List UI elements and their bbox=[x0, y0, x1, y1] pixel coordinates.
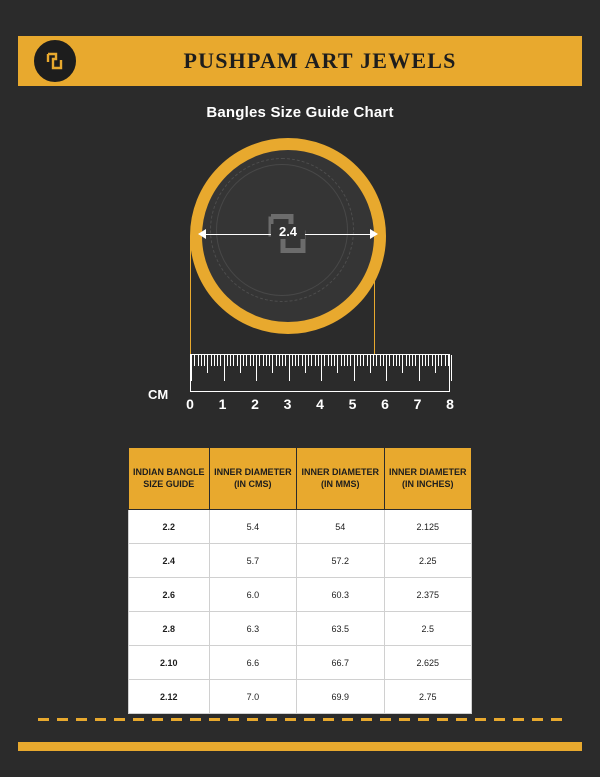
ruler-tick bbox=[341, 355, 342, 366]
ruler-tick bbox=[334, 355, 335, 366]
ruler-tick bbox=[305, 355, 306, 373]
table-cell: 2.2 bbox=[129, 510, 210, 544]
ruler-tick bbox=[406, 355, 407, 366]
ruler-tick bbox=[376, 355, 377, 366]
ruler-number: 6 bbox=[381, 396, 389, 412]
ruler-tick bbox=[396, 355, 397, 366]
ruler-tick bbox=[266, 355, 267, 366]
ruler-number: 4 bbox=[316, 396, 324, 412]
ruler-tick bbox=[217, 355, 218, 366]
ruler-tick bbox=[272, 355, 273, 373]
arrow-left-icon bbox=[198, 229, 206, 239]
ruler-tick bbox=[428, 355, 429, 366]
table-cell: 2.10 bbox=[129, 646, 210, 680]
table-cell: 60.3 bbox=[297, 578, 384, 612]
ruler-tick bbox=[191, 355, 192, 381]
ruler-tick bbox=[344, 355, 345, 366]
chart-title: Bangles Size Guide Chart bbox=[206, 104, 394, 121]
table-cell: 2.8 bbox=[129, 612, 210, 646]
ruler-tick bbox=[347, 355, 348, 366]
ruler-number-row bbox=[186, 396, 454, 416]
ruler-tick bbox=[230, 355, 231, 366]
ruler-tick bbox=[227, 355, 228, 366]
ruler-tick bbox=[425, 355, 426, 366]
ruler-number: 2 bbox=[251, 396, 259, 412]
ruler-tick bbox=[435, 355, 436, 373]
ruler-scale bbox=[190, 354, 450, 392]
brand-logo bbox=[32, 38, 78, 84]
table-header-cell: INNER DIAMETER (IN MMS) bbox=[297, 448, 384, 510]
diameter-label: 2.4 bbox=[271, 224, 305, 239]
ruler-tick bbox=[383, 355, 384, 366]
ruler-tick bbox=[292, 355, 293, 366]
table-cell: 6.3 bbox=[209, 612, 296, 646]
ruler-tick bbox=[240, 355, 241, 373]
ruler-tick bbox=[279, 355, 280, 366]
table-header-cell: INDIAN BANGLE SIZE GUIDE bbox=[129, 448, 210, 510]
ruler-tick bbox=[328, 355, 329, 366]
ruler-tick bbox=[331, 355, 332, 366]
table-cell: 2.75 bbox=[384, 680, 472, 714]
footer-dashed-divider bbox=[38, 718, 562, 721]
ruler-tick bbox=[419, 355, 420, 381]
table-cell: 2.4 bbox=[129, 544, 210, 578]
ruler-number: 8 bbox=[446, 396, 454, 412]
table-cell: 57.2 bbox=[297, 544, 384, 578]
ruler-tick bbox=[285, 355, 286, 366]
ruler-tick bbox=[295, 355, 296, 366]
ruler-tick bbox=[363, 355, 364, 366]
table-row bbox=[129, 680, 472, 714]
ruler-tick bbox=[412, 355, 413, 366]
ruler-tick bbox=[315, 355, 316, 366]
ruler-number: 1 bbox=[218, 396, 227, 412]
ruler-tick bbox=[360, 355, 361, 366]
ruler-tick bbox=[451, 355, 452, 381]
ruler-tick bbox=[220, 355, 221, 366]
table-cell: 2.12 bbox=[129, 680, 210, 714]
ruler-unit-label: CM bbox=[148, 387, 169, 402]
ruler-number: 3 bbox=[283, 396, 292, 412]
ruler-tick bbox=[370, 355, 371, 373]
guide-line-left bbox=[190, 236, 191, 354]
table-cell: 2.6 bbox=[129, 578, 210, 612]
ruler-tick bbox=[282, 355, 283, 366]
ruler-number: 7 bbox=[413, 396, 422, 412]
table-cell: 6.0 bbox=[209, 578, 296, 612]
ruler-tick bbox=[448, 355, 449, 366]
ruler-tick bbox=[441, 355, 442, 366]
ruler-tick bbox=[393, 355, 394, 366]
ruler-tick bbox=[276, 355, 277, 366]
ruler-tick bbox=[321, 355, 322, 381]
ruler-tick bbox=[263, 355, 264, 366]
ruler-tick bbox=[318, 355, 319, 366]
ruler-tick bbox=[194, 355, 195, 366]
ruler-tick bbox=[269, 355, 270, 366]
ruler-tick bbox=[246, 355, 247, 366]
ruler-tick bbox=[367, 355, 368, 366]
ruler-tick bbox=[386, 355, 387, 381]
table-cell: 2.125 bbox=[384, 510, 472, 544]
table-cell: 2.625 bbox=[384, 646, 472, 680]
ruler-tick bbox=[399, 355, 400, 366]
ruler-tick bbox=[337, 355, 338, 373]
ruler-tick bbox=[253, 355, 254, 366]
table-cell: 5.4 bbox=[209, 510, 296, 544]
table-cell: 5.7 bbox=[209, 544, 296, 578]
ruler-tick bbox=[250, 355, 251, 366]
guide-line-right bbox=[374, 236, 375, 354]
ruler-tick bbox=[311, 355, 312, 366]
ruler-tick bbox=[211, 355, 212, 366]
ruler-tick bbox=[415, 355, 416, 366]
ruler-tick bbox=[302, 355, 303, 366]
ruler-number: 5 bbox=[348, 396, 357, 412]
ruler-tick bbox=[357, 355, 358, 366]
table-row bbox=[129, 544, 472, 578]
ruler-tick bbox=[445, 355, 446, 366]
table-cell: 2.375 bbox=[384, 578, 472, 612]
table-row bbox=[129, 612, 472, 646]
swastik-logo-icon bbox=[44, 50, 66, 72]
table-cell: 2.25 bbox=[384, 544, 472, 578]
ruler-tick bbox=[214, 355, 215, 366]
ruler-tick bbox=[438, 355, 439, 366]
table-row bbox=[129, 578, 472, 612]
ruler-tick bbox=[207, 355, 208, 373]
ruler-tick bbox=[373, 355, 374, 366]
ruler-tick bbox=[402, 355, 403, 373]
size-guide-table bbox=[128, 447, 472, 714]
ruler-tick bbox=[308, 355, 309, 366]
ruler-tick bbox=[422, 355, 423, 366]
ruler-tick bbox=[432, 355, 433, 366]
ruler-tick bbox=[354, 355, 355, 381]
ruler-tick bbox=[233, 355, 234, 366]
table-header-cell: INNER DIAMETER (IN INCHES) bbox=[384, 448, 472, 510]
ruler-tick bbox=[259, 355, 260, 366]
table-cell: 54 bbox=[297, 510, 384, 544]
table-header-cell: INNER DIAMETER (IN CMS) bbox=[209, 448, 296, 510]
bangle-diagram bbox=[190, 138, 386, 334]
table-cell: 63.5 bbox=[297, 612, 384, 646]
table-row bbox=[129, 646, 472, 680]
table-row bbox=[129, 510, 472, 544]
ruler-tick bbox=[224, 355, 225, 381]
ruler-tick bbox=[204, 355, 205, 366]
ruler-tick bbox=[237, 355, 238, 366]
ruler-tick bbox=[380, 355, 381, 366]
table-cell: 2.5 bbox=[384, 612, 472, 646]
ruler-tick bbox=[389, 355, 390, 366]
ruler-tick bbox=[350, 355, 351, 366]
ruler-tick bbox=[298, 355, 299, 366]
ruler-tick bbox=[201, 355, 202, 366]
table-header-row bbox=[129, 448, 472, 510]
table-cell: 69.9 bbox=[297, 680, 384, 714]
ruler-tick bbox=[289, 355, 290, 381]
ruler-tick bbox=[243, 355, 244, 366]
ruler-tick bbox=[409, 355, 410, 366]
page-title: PUSHPAM ART JEWELS bbox=[183, 48, 457, 73]
ruler-tick bbox=[324, 355, 325, 366]
ruler-tick bbox=[198, 355, 199, 366]
table-cell: 6.6 bbox=[209, 646, 296, 680]
footer-band bbox=[18, 742, 582, 751]
table-cell: 7.0 bbox=[209, 680, 296, 714]
table-cell: 66.7 bbox=[297, 646, 384, 680]
ruler-tick bbox=[256, 355, 257, 381]
ruler-number: 0 bbox=[186, 396, 194, 412]
header-band bbox=[18, 36, 582, 86]
